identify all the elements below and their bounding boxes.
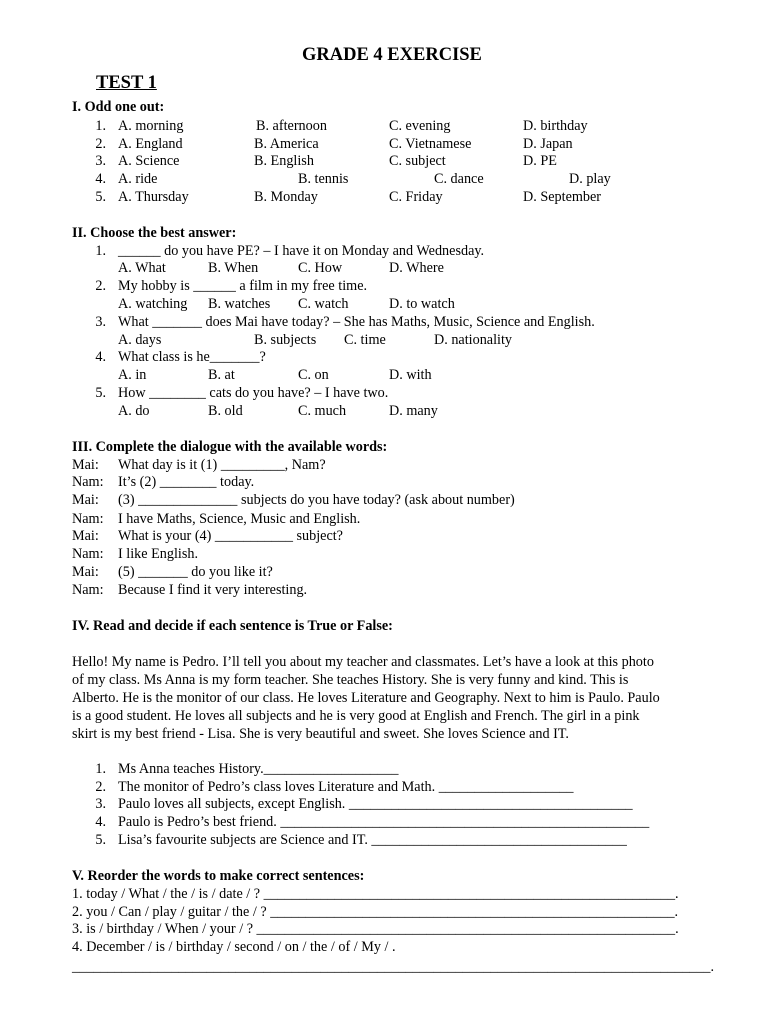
- list-item: 4. What class is he_______?: [95, 349, 266, 365]
- section-4-heading: IV. Read and decide if each sentence is True or False:: [72, 618, 393, 634]
- list-item: 3. is / birthday / When / your / ? ___________________________________________________________.: [72, 921, 679, 937]
- list-item: 5. How ________ cats do you have? – I have two.: [95, 385, 389, 401]
- list-item: 4. December / is / birthday / second / on / the / of / My / .: [72, 939, 396, 955]
- page-title: GRADE 4 EXERCISE: [302, 45, 482, 65]
- dialogue-line: Nam: I like English.: [72, 546, 198, 562]
- list-item: 2. you / Can / play / guitar / the / ? _________________________________________________________.: [72, 904, 679, 920]
- section-1-heading: I. Odd one out:: [72, 99, 165, 115]
- list-item: 2. My hobby is ______ a film in my free time.: [95, 278, 368, 294]
- dialogue-line: Mai: (3) ______________ subjects do you have today? (ask about number): [72, 492, 515, 508]
- list-item: 1. A. morning B. afternoon C. evening D. birthday: [95, 118, 588, 134]
- list-item: 2. A. England B. America C. Vietnamese D. Japan: [95, 136, 573, 152]
- dialogue-line: Nam: It’s (2) ________ today.: [72, 474, 255, 490]
- list-item: 4. A. ride B. tennis C. dance D. play: [95, 171, 611, 187]
- section-3-heading: III. Complete the dialogue with the available words:: [72, 439, 388, 455]
- list-item: 1. today / What / the / is / date / ? __________________________________________________________.: [72, 886, 679, 902]
- answer-options: A. watching B. watches C. watch D. to watch: [118, 296, 455, 312]
- list-item: 3. Paulo loves all subjects, except English. ________________________________________: [95, 796, 633, 812]
- dialogue-line: Nam: Because I find it very interesting.: [72, 582, 308, 598]
- list-item: 3. A. Science B. English C. subject D. PE: [95, 153, 557, 169]
- dialogue-line: Nam: I have Maths, Science, Music and English.: [72, 511, 361, 527]
- passage-line: of my class. Ms Anna is my form teacher. She teaches History. She is very funny and kind. This is: [72, 672, 629, 688]
- passage-line: Hello! My name is Pedro. I’ll tell you about my teacher and classmates. Let’s have a look at this photo: [72, 654, 654, 670]
- list-item: 1. ______ do you have PE? – I have it on Monday and Wednesday.: [95, 243, 485, 259]
- dialogue-line: Mai: (5) _______ do you like it?: [72, 564, 273, 580]
- answer-options: A. in B. at C. on D. with: [118, 367, 432, 383]
- list-item: 2. The monitor of Pedro’s class loves Literature and Math. ___________________: [95, 779, 574, 795]
- test-label: TEST 1: [96, 73, 157, 93]
- section-5-heading: V. Reorder the words to make correct sentences:: [72, 868, 365, 884]
- passage-line: skirt is my best friend - Lisa. She is very beautiful and sweet. She loves Science and IT.: [72, 726, 569, 742]
- reading-passage: [72, 653, 702, 743]
- list-item: 5. Lisa’s favourite subjects are Science and IT. ____________________________________: [95, 832, 627, 848]
- answer-options: A. days B. subjects C. time D. nationality: [118, 332, 513, 348]
- answer-options: A. What B. When C. How D. Where: [118, 260, 444, 276]
- dialogue-line: Mai: What is your (4) ___________ subject?: [72, 528, 343, 544]
- dialogue-line: Mai: What day is it (1) _________, Nam?: [72, 457, 326, 473]
- list-item: 3. What _______ does Mai have today? – She has Maths, Music, Science and English.: [95, 314, 595, 330]
- answer-options: A. do B. old C. much D. many: [118, 403, 438, 419]
- passage-line: is a good student. He loves all subjects and he is very good at English and French. The girl in a pink: [72, 708, 640, 724]
- list-item: 4. Paulo is Pedro’s best friend. ____________________________________________________: [95, 814, 650, 830]
- answer-line: __________________________________________________________________________________________.: [72, 959, 714, 975]
- section-2-heading: II. Choose the best answer:: [72, 225, 237, 241]
- list-item: 5. A. Thursday B. Monday C. Friday D. September: [95, 189, 602, 205]
- passage-line: Alberto. He is the monitor of our class. He loves Literature and Geography. Next to him is Paulo. Paulo: [72, 690, 660, 706]
- list-item: 1. Ms Anna teaches History.___________________: [95, 761, 399, 777]
